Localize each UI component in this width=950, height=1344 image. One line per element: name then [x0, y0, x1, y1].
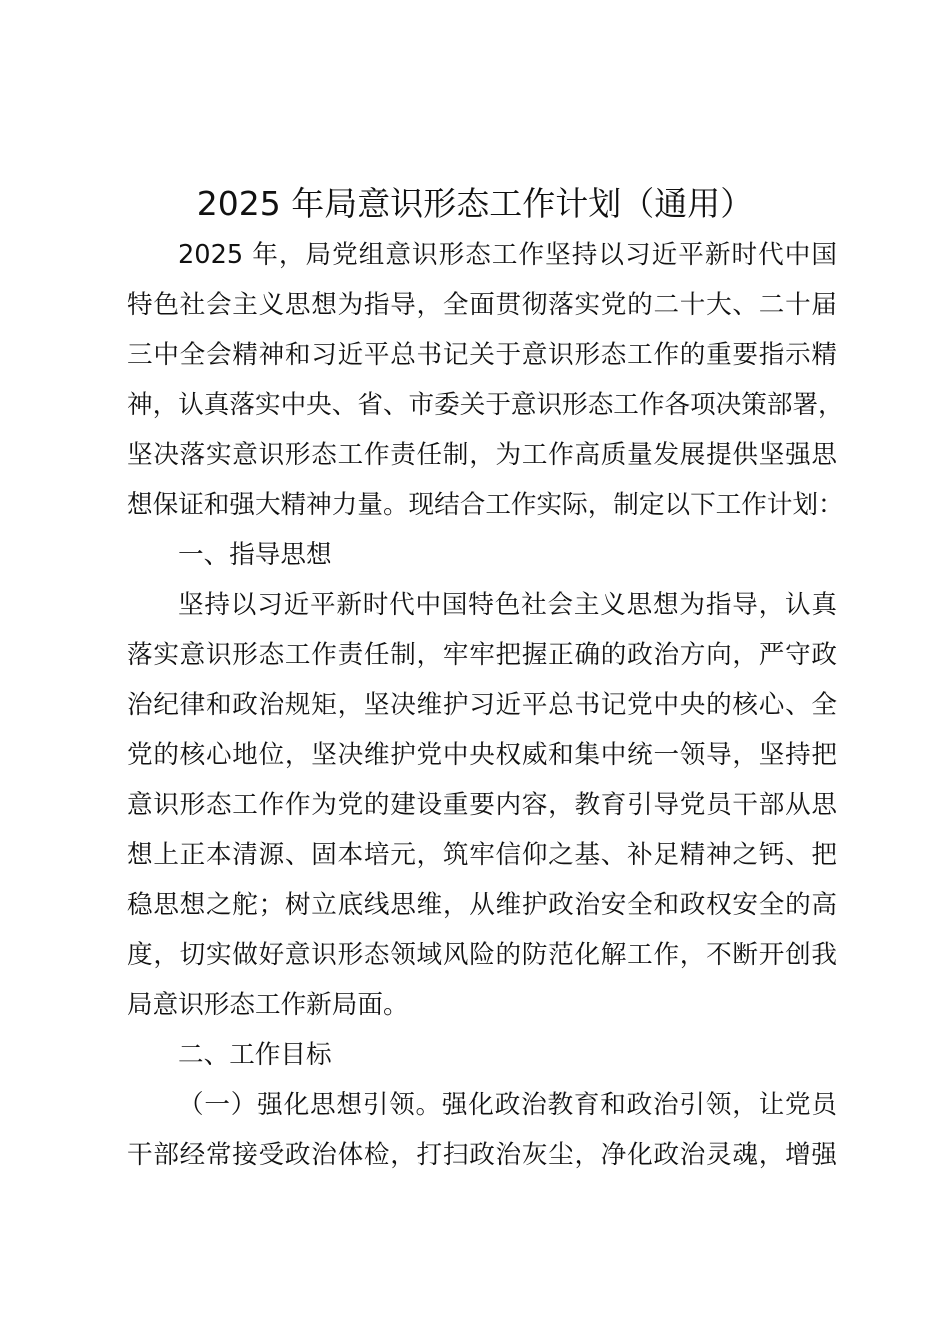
paragraph-line: 治纪律和政治规矩，坚决维护习近平总书记党中央的核心、全 — [127, 690, 837, 720]
section-heading: 二、工作目标 — [178, 1040, 332, 1070]
paragraph-line: 坚决落实意识形态工作责任制，为工作高质量发展提供坚强思 — [127, 440, 837, 470]
paragraph-line: 想上正本清源、固本培元，筑牢信仰之基、补足精神之钙、把 — [127, 840, 837, 870]
paragraph-line: 神，认真落实中央、省、市委关于意识形态工作各项决策部署， — [127, 390, 844, 420]
section-heading: 一、指导思想 — [178, 540, 332, 570]
paragraph-line: 度，切实做好意识形态领域风险的防范化解工作，不断开创我 — [127, 940, 837, 970]
paragraph-line: 2025 年，局党组意识形态工作坚持以习近平新时代中国 — [178, 240, 837, 270]
paragraph-line: 落实意识形态工作责任制，牢牢把握正确的政治方向，严守政 — [127, 640, 837, 670]
paragraph-line: 干部经常接受政治体检，打扫政治灰尘，净化政治灵魂，增强 — [127, 1140, 837, 1170]
paragraph-line: 意识形态工作作为党的建设重要内容，教育引导党员干部从思 — [127, 790, 837, 820]
document-title: 2025 年局意识形态工作计划（通用） — [196, 184, 754, 223]
paragraph-line: 三中全会精神和习近平总书记关于意识形态工作的重要指示精 — [127, 340, 837, 370]
paragraph-line: 党的核心地位，坚决维护党中央权威和集中统一领导，坚持把 — [127, 740, 837, 770]
paragraph-line: 局意识形态工作新局面。 — [127, 990, 409, 1020]
paragraph-line: （一）强化思想引领。强化政治教育和政治引领，让党员 — [178, 1090, 837, 1120]
paragraph-line: 稳思想之舵；树立底线思维，从维护政治安全和政权安全的高 — [127, 890, 837, 920]
paragraph-line: 坚持以习近平新时代中国特色社会主义思想为指导，认真 — [178, 590, 837, 620]
paragraph-line: 想保证和强大精神力量。现结合工作实际，制定以下工作计划： — [127, 490, 844, 520]
paragraph-line: 特色社会主义思想为指导，全面贯彻落实党的二十大、二十届 — [127, 290, 837, 320]
